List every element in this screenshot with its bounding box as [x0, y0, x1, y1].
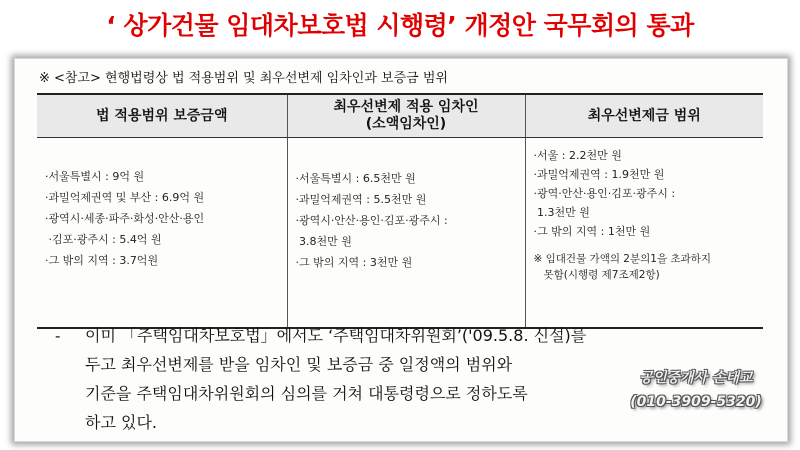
list-item: ·과밀억제권역 : 5.5천만 원: [295, 193, 427, 206]
list-item: ·광역시·안산·용인·김포·광주시 :: [295, 214, 448, 227]
cell-small-tenant: [287, 138, 525, 329]
list-item: 1.3천만 원: [533, 206, 590, 219]
watermark-phone: (010-3909-5320): [630, 394, 762, 410]
reference-table: [37, 93, 763, 329]
list-item: ·그 밖의 지역 : 3천만 원: [295, 256, 413, 269]
header-priority-amount: 최우선변제금 범위: [525, 94, 763, 138]
list-item: ·광역·안산·용인·김포·광주시 :: [533, 187, 676, 200]
list-item: ·서울특별시 : 9억 원: [45, 170, 145, 183]
cell-deposit-scope: [37, 138, 287, 329]
table-header-row: [37, 94, 763, 138]
list-item: ·과밀억제권역 : 1.9천만 원: [533, 168, 665, 181]
paragraph-line: 하고 있다.: [85, 413, 157, 432]
table-footnote: ※ 임대건물 가액의 2분의1을 초과하지 못함(시행령 제7조제2항): [533, 253, 712, 281]
header-priority-tenant: 최우선변제 적용 임차인 (소액임차인): [287, 94, 525, 138]
watermark-name: 공인중개사 손태교: [639, 370, 753, 386]
list-item: ·광역시·세종·파주·화성·안산·용인: [45, 212, 205, 225]
header-application-scope: 법 적용범위 보증금액: [37, 94, 287, 138]
list-item: ·그 밖의 지역 : 1천만 원: [533, 225, 651, 238]
paragraph-line: 이미 「주택임대차보호법」에서도 ‘주택임대차위원회’('09.5.8. 신설)를: [85, 326, 587, 345]
list-item: ·김포·광주시 : 5.4억 원: [45, 233, 162, 246]
table-row: [37, 138, 763, 329]
list-item: ·서울 : 2.2천만 원: [533, 149, 622, 162]
paragraph-line: 두고 최우선변제를 받을 임차인 및 보증금 중 일정액의 범위와: [85, 355, 513, 374]
list-item: 3.8천만 원: [295, 235, 352, 248]
cell-priority-amount: [525, 138, 763, 329]
headline: ‘ 상가건물 임대차보호법 시행령’ 개정안 국무회의 통과: [106, 11, 694, 40]
watermark: [606, 366, 786, 414]
paragraph-dash: -: [55, 327, 61, 345]
list-item: ·서울특별시 : 6.5천만 원: [295, 172, 416, 185]
list-item: ·과밀억제권역 및 부산 : 6.9억 원: [45, 191, 205, 204]
list-item: ·그 밖의 지역 : 3.7억원: [45, 254, 159, 267]
reference-title: ※ <참고> 현행법령상 법 적용범위 및 최우선변제 임차인과 보증금 범위: [39, 71, 448, 86]
paragraph-line: 기준을 주택임대차위원회의 심의를 거쳐 대통령령으로 정하도록: [85, 384, 528, 403]
